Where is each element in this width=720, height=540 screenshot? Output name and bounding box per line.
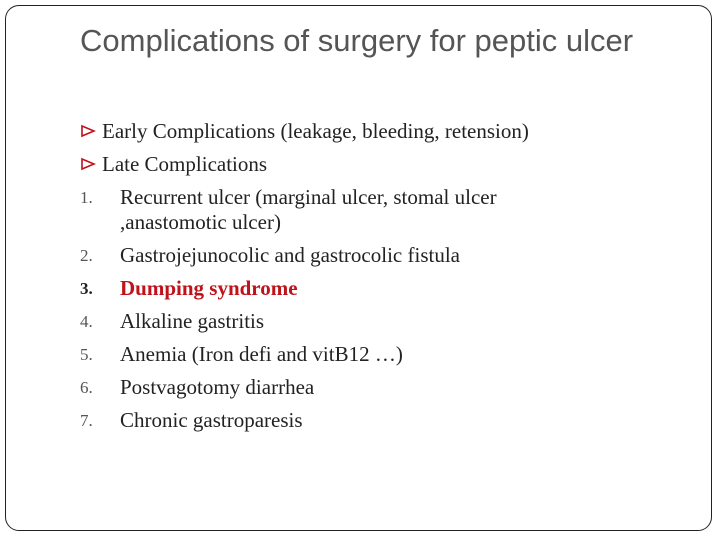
numbered-list	[80, 185, 700, 441]
list-item	[80, 309, 700, 334]
bullet-list	[80, 119, 700, 185]
list-number: 3.	[80, 279, 93, 298]
slide-title: Complications of surgery for peptic ulcer	[80, 23, 634, 58]
list-number: 7.	[80, 411, 93, 430]
list-item-highlighted	[80, 276, 700, 301]
list-number: 1.	[80, 188, 93, 207]
list-item	[80, 408, 700, 433]
list-item	[80, 342, 700, 367]
list-text: Recurrent ulcer (marginal ulcer, stomal ulcer ,anastomotic ulcer)	[120, 185, 497, 234]
triangle-bullet-icon	[80, 152, 102, 171]
triangle-bullet-icon	[80, 119, 102, 138]
list-text: Postvagotomy diarrhea	[120, 375, 315, 399]
list-item	[80, 375, 700, 400]
list-text: Dumping syndrome	[120, 276, 298, 300]
bullet-text: Early Complications (leakage, bleeding, retension)	[102, 119, 529, 143]
list-number: 5.	[80, 345, 93, 364]
list-number: 4.	[80, 312, 93, 331]
list-number: 6.	[80, 378, 93, 397]
bullet-item	[80, 152, 700, 185]
list-number: 2.	[80, 246, 93, 265]
list-text: Gastrojejunocolic and gastrocolic fistula	[120, 243, 460, 267]
list-text: Anemia (Iron defi and vitB12 …)	[120, 342, 403, 366]
list-item	[80, 185, 580, 235]
list-text: Chronic gastroparesis	[120, 408, 303, 432]
bullet-item	[80, 119, 700, 152]
list-item	[80, 243, 700, 268]
list-text: Alkaline gastritis	[120, 309, 265, 333]
bullet-text: Late Complications	[102, 152, 268, 176]
